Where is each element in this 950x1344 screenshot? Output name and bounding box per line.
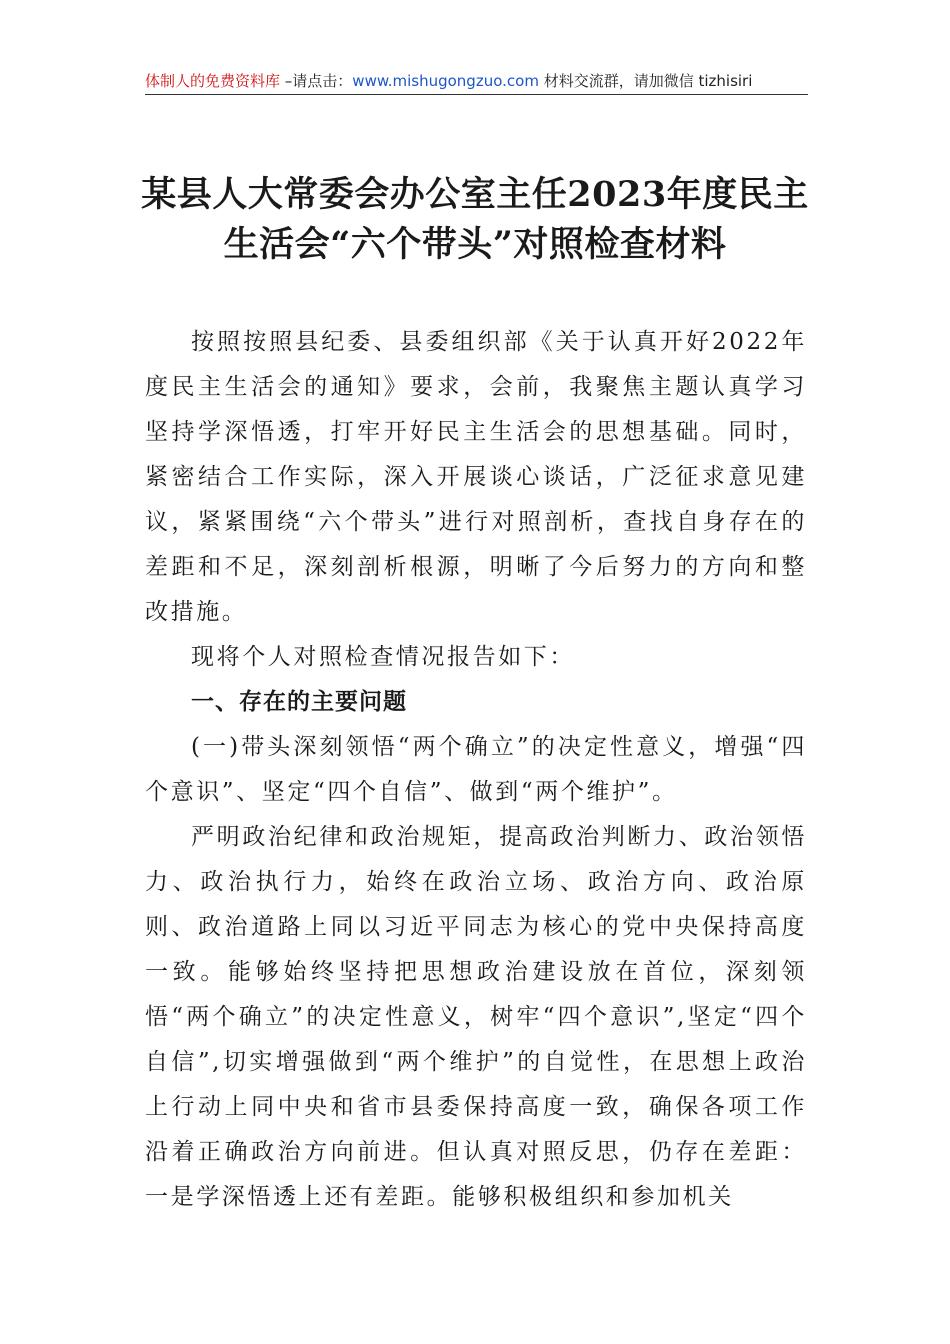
body-paragraph: 严明政治纪律和政治规矩，提高政治判断力、政治领悟力、政治执行力，始终在政治立场、政治方向、政治原则、政治道路上同以习近平同志为核心的党中央保持高度一致。能够始终坚持把思想政治建设放在首位，深刻领悟“两个确立”的决定性意义，树牢“四个意识”,坚定“四个自信”,切实增强做到“两个维护”的自觉性，在思想上政治上行动上同中央和省市县委保持高度一致，确保各项工作沿着正确政治方向前进。但认真对照反思，仍存在差距：一是学深悟透上还有差距。能够积极组织和参加机关 (145, 824, 807, 1210)
intro-paragraph: 按照按照县纪委、县委组织部《关于认真开好2022年度民主生活会的通知》要求，会前，我聚焦主题认真学习坚持学深悟透，打牢开好民主生活会的思想基础。同时，紧密结合工作实际，深入开展谈心谈话，广泛征求意见建议，紧紧围绕“六个带头”进行对照剖析，查找自身存在的差距和不足，深刻剖析根源，明晰了今后努力的方向和整改措施。 (145, 329, 807, 625)
header-url-link[interactable]: www.mishugongzuo.com (352, 72, 539, 90)
title-line-1: 某县人大常委会办公室主任2023年度民主 (141, 174, 809, 215)
subsection-heading: (一)带头深刻领悟“两个确立”的决定性意义，增强“四个意识”、坚定“四个自信”、做到“两个维护”。 (145, 734, 807, 805)
document-title (100, 170, 850, 270)
report-lead-paragraph: 现将个人对照检查情况报告如下： (191, 644, 575, 670)
document-body (145, 320, 807, 1220)
header-brand: 体制人的免费资料库 (145, 72, 281, 90)
header-suffix: 材料交流群，请加微信 tizhisiri (538, 72, 753, 90)
header-prompt: –请点击： (280, 72, 353, 90)
page-header (145, 66, 810, 96)
title-line-2: 生活会“六个带头”对照检查材料 (223, 224, 727, 265)
section-heading: 一、存在的主要问题 (191, 689, 407, 715)
header-divider (145, 94, 808, 95)
